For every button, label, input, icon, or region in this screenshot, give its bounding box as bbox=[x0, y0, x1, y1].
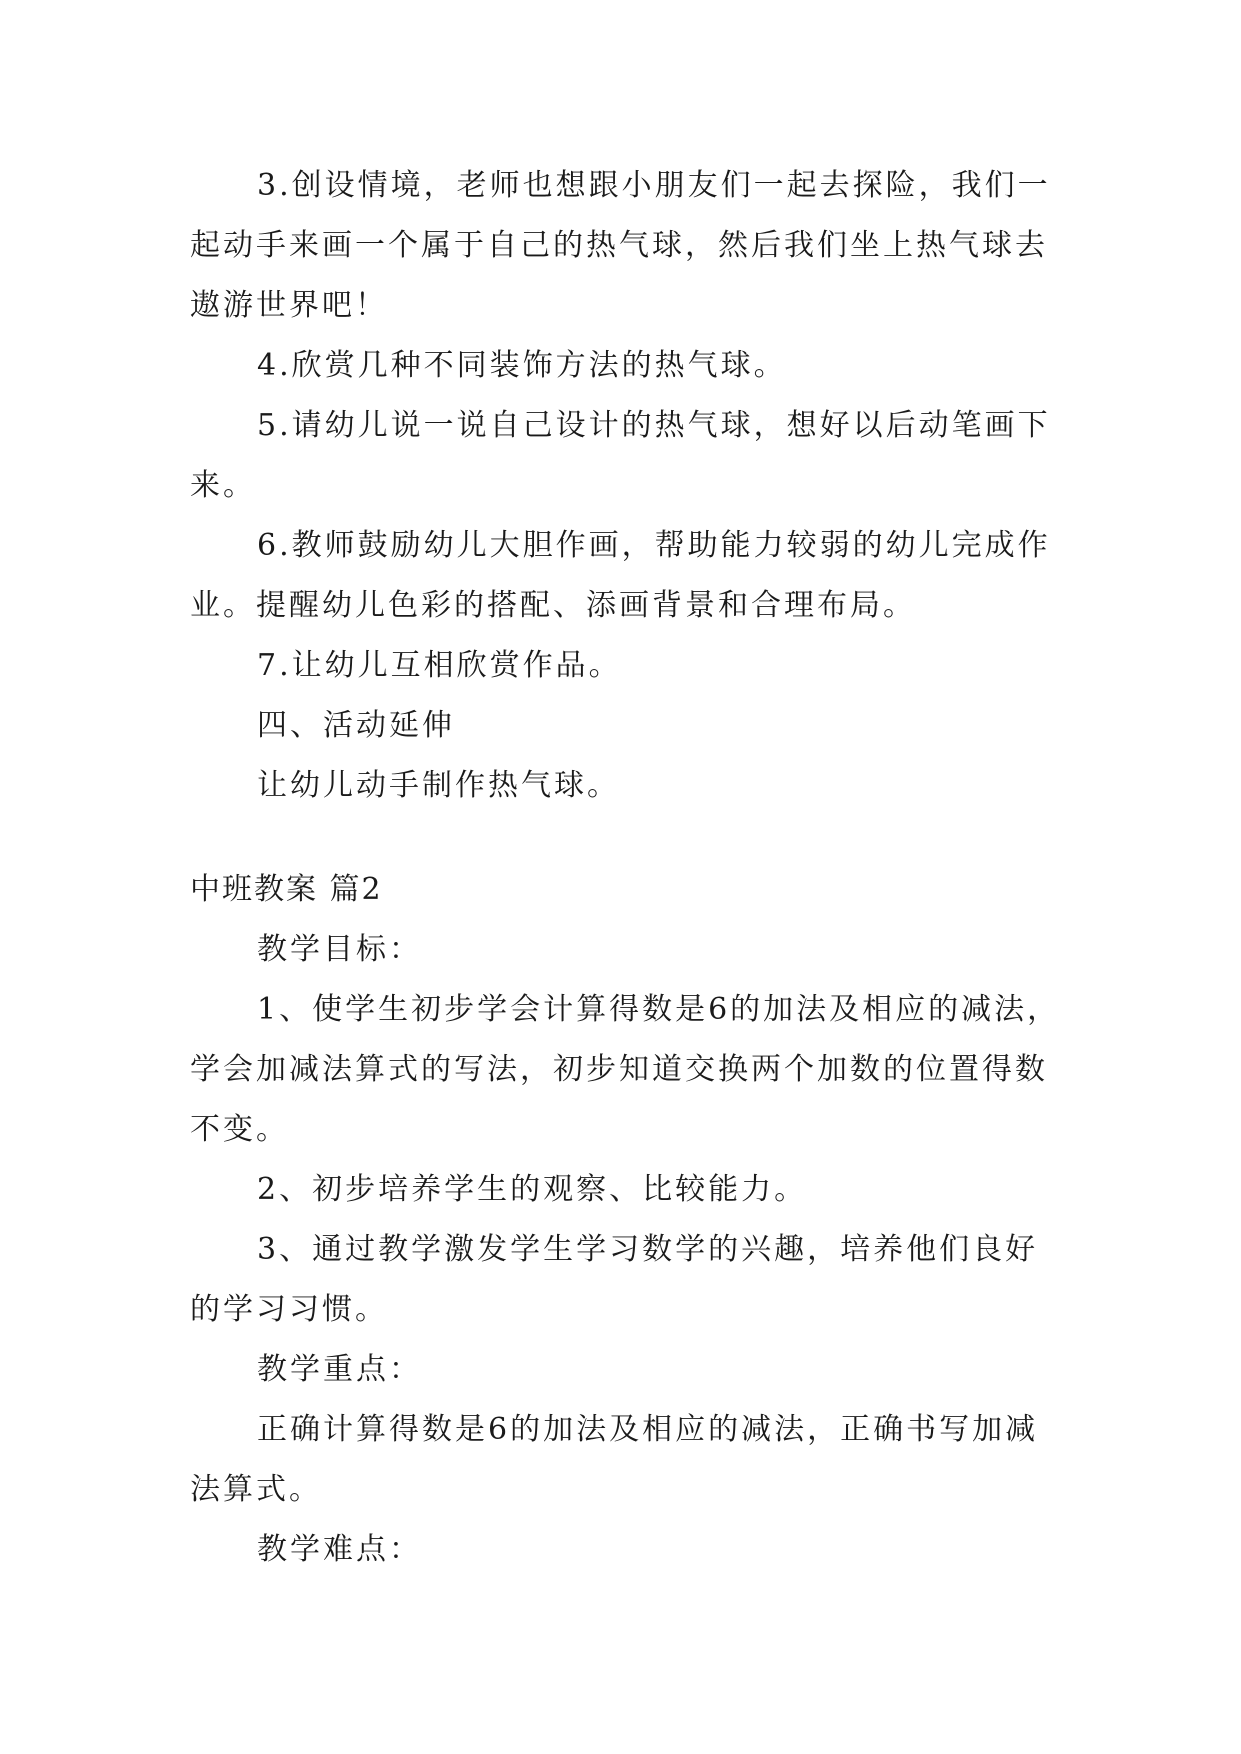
paragraph-line: 7.让幼儿互相欣赏作品。 bbox=[257, 648, 622, 683]
lesson-title: 中班教案 篇2 bbox=[190, 872, 383, 907]
paragraph-line: 让幼儿动手制作热气球。 bbox=[257, 768, 620, 803]
paragraph-line: 不变。 bbox=[190, 1112, 289, 1147]
paragraph-line: 1、使学生初步学会计算得数是6的加法及相应的减法， bbox=[257, 992, 1061, 1027]
paragraph-line: 2、初步培养学生的观察、比较能力。 bbox=[257, 1172, 808, 1207]
section-heading: 教学重点： bbox=[257, 1352, 422, 1387]
section-heading: 教学目标： bbox=[257, 932, 422, 967]
paragraph-line: 3.创设情境，老师也想跟小朋友们一起去探险，我们一 bbox=[257, 168, 1051, 203]
paragraph-line: 正确计算得数是6的加法及相应的减法，正确书写加减 bbox=[257, 1412, 1039, 1447]
section-heading: 教学难点： bbox=[257, 1532, 422, 1567]
paragraph-line: 学会加减法算式的写法，初步知道交换两个加数的位置得数 bbox=[190, 1052, 1048, 1087]
paragraph-line: 遨游世界吧！ bbox=[190, 288, 388, 323]
paragraph-line: 来。 bbox=[190, 468, 256, 503]
paragraph-line: 6.教师鼓励幼儿大胆作画，帮助能力较弱的幼儿完成作 bbox=[257, 528, 1051, 563]
paragraph-line: 业。提醒幼儿色彩的搭配、添画背景和合理布局。 bbox=[190, 588, 916, 623]
paragraph-line: 起动手来画一个属于自己的热气球，然后我们坐上热气球去 bbox=[190, 228, 1048, 263]
paragraph-line: 的学习习惯。 bbox=[190, 1292, 388, 1327]
paragraph-line: 3、通过教学激发学生学习数学的兴趣，培养他们良好 bbox=[257, 1232, 1039, 1267]
paragraph-line: 4.欣赏几种不同装饰方法的热气球。 bbox=[257, 348, 787, 383]
paragraph-line: 法算式。 bbox=[190, 1472, 322, 1507]
section-heading: 四、活动延伸 bbox=[257, 708, 455, 743]
paragraph-line: 5.请幼儿说一说自己设计的热气球，想好以后动笔画下 bbox=[257, 408, 1051, 443]
